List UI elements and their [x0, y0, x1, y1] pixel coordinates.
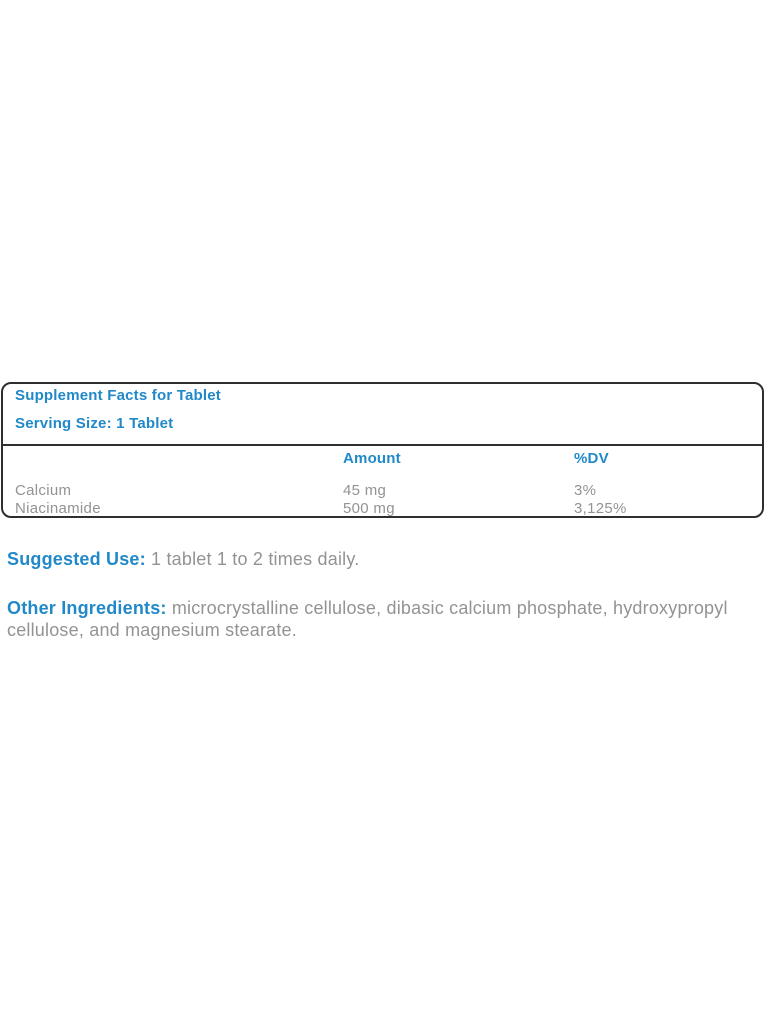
facts-table: [15, 451, 755, 518]
ingredient-amount: 45 mg: [343, 482, 387, 499]
ingredient-dv: 3,125%: [574, 500, 627, 517]
dv-column-header: %DV: [574, 450, 609, 467]
ingredient-amount: 500 mg: [343, 500, 395, 517]
ingredient-name: Niacinamide: [15, 500, 101, 517]
ingredient-dv: 3%: [574, 482, 597, 499]
other-ingredients-text: microcrystalline cellulose, dibasic calcium phosphate, hydroxypropyl cellulose, and magnesium stearate.: [7, 598, 728, 640]
serving-size-text: Serving Size: 1 Tablet: [15, 415, 174, 432]
suggested-use-label: Suggested Use:: [7, 549, 146, 569]
facts-divider: [1, 444, 764, 446]
other-ingredients-paragraph: [7, 597, 764, 641]
facts-table-header: [15, 451, 755, 467]
table-row: [15, 482, 755, 500]
suggested-use-text: 1 tablet 1 to 2 times daily.: [145, 549, 360, 569]
table-row: [15, 500, 755, 518]
suggested-use-paragraph: [7, 548, 762, 570]
supplement-facts-title: Supplement Facts for Tablet: [15, 387, 221, 404]
other-ingredients-label: Other Ingredients:: [7, 598, 167, 618]
ingredient-name: Calcium: [15, 482, 72, 499]
supplement-facts-panel: [1, 382, 764, 518]
amount-column-header: Amount: [343, 450, 401, 467]
header-spacer: [15, 451, 343, 467]
